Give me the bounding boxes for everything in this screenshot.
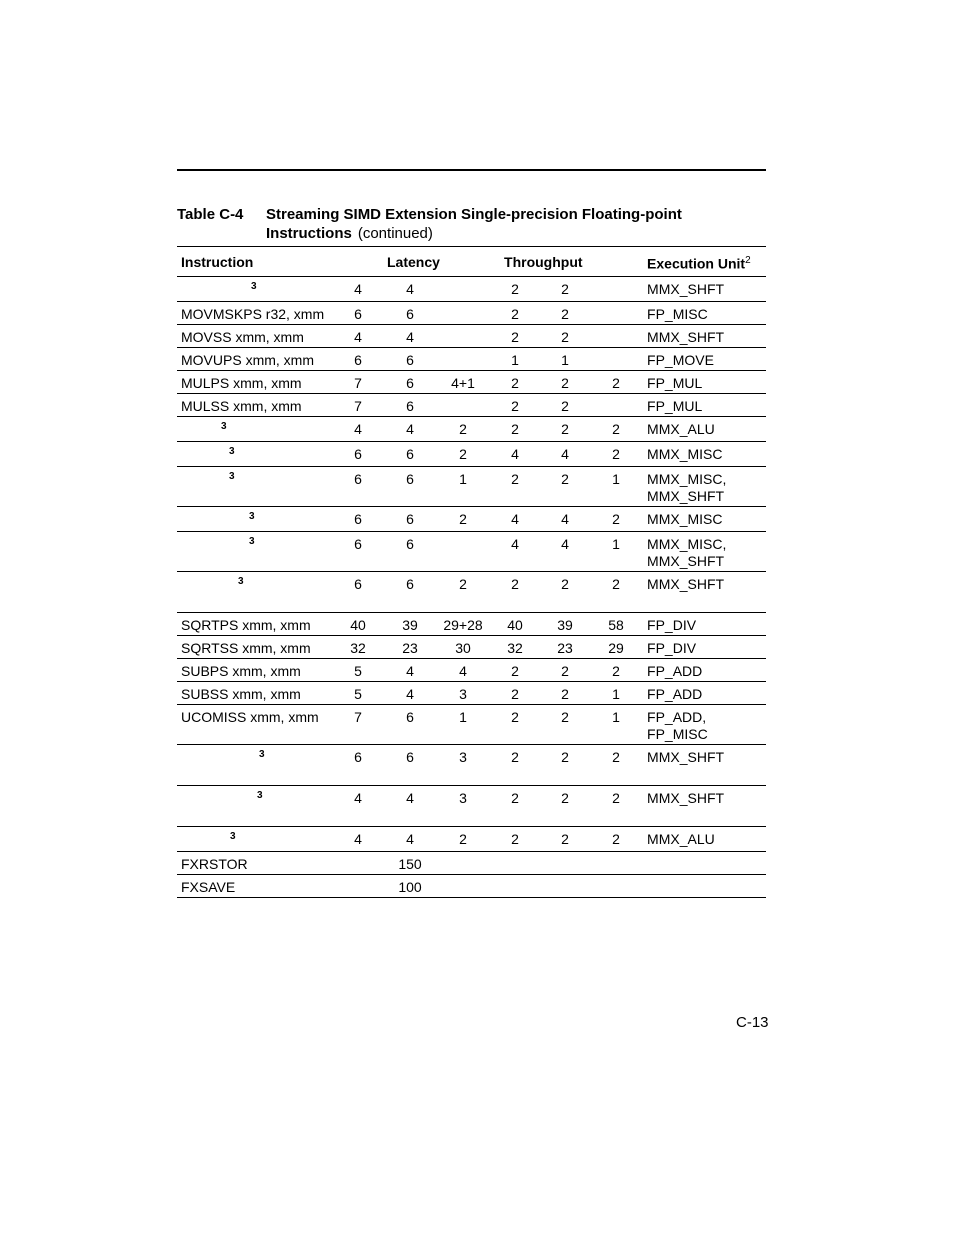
value-cell: 2 xyxy=(612,374,620,391)
footnote-ref: 3 xyxy=(238,575,244,587)
value-cell xyxy=(437,324,489,347)
value-cell: 6 xyxy=(406,374,414,391)
execution-unit-cell xyxy=(643,612,766,635)
table-row xyxy=(177,301,766,324)
instruction-name: MOVSS xmm, xmm xyxy=(181,328,304,345)
value-cell: 2 xyxy=(511,305,519,322)
value-cell: 2 xyxy=(612,662,620,679)
value-cell: 5 xyxy=(354,662,362,679)
value-cell: 1 xyxy=(612,708,620,725)
value-cell: 6 xyxy=(354,510,362,527)
value-cell: 2 xyxy=(511,748,519,765)
value-cell: 6 xyxy=(406,510,414,527)
instruction-name: SUBSS xmm, xmm xyxy=(181,685,301,702)
value-cell xyxy=(541,874,589,897)
value-cell: 2 xyxy=(511,374,519,391)
value-cell: 4 xyxy=(354,280,362,297)
table-row xyxy=(177,635,766,658)
value-cell: 1 xyxy=(612,685,620,702)
value-cell: 2 xyxy=(459,830,467,847)
value-cell: 2 xyxy=(561,420,569,437)
value-cell xyxy=(333,851,383,874)
value-cell: 4 xyxy=(561,445,569,462)
value-cell: 7 xyxy=(354,374,362,391)
value-cell: 2 xyxy=(511,328,519,345)
value-cell: 2 xyxy=(561,328,569,345)
value-cell: 4 xyxy=(406,420,414,437)
value-cell xyxy=(589,301,643,324)
execution-unit: FP_MISC xyxy=(647,725,708,742)
value-cell: 2 xyxy=(561,662,569,679)
execution-unit: FP_ADD xyxy=(647,662,703,679)
value-cell: 6 xyxy=(354,535,362,552)
instruction-cell xyxy=(177,681,333,704)
execution-unit: FP_MISC xyxy=(647,305,708,322)
instruction-cell xyxy=(177,324,333,347)
value-cell: 4+1 xyxy=(451,374,475,391)
instruction-cell xyxy=(177,785,333,826)
value-cell: 6 xyxy=(406,445,414,462)
instruction-cell xyxy=(177,276,333,301)
table-row xyxy=(177,347,766,370)
execution-unit-cell xyxy=(643,874,766,897)
value-cell: 40 xyxy=(507,616,523,633)
value-cell xyxy=(489,874,541,897)
value-cell: 1 xyxy=(459,708,467,725)
value-cell: 2 xyxy=(511,280,519,297)
footnote-ref: 3 xyxy=(249,510,255,522)
execution-unit: FP_ADD, xyxy=(647,708,707,725)
value-cell: 4 xyxy=(511,535,519,552)
value-cell: 2 xyxy=(561,830,569,847)
value-cell xyxy=(437,531,489,571)
table-row xyxy=(177,785,766,826)
execution-unit-cell xyxy=(643,681,766,704)
continued-label: (continued) xyxy=(357,225,433,242)
execution-unit: MMX_SHFT xyxy=(647,575,725,592)
instruction-cell xyxy=(177,416,333,441)
value-cell: 2 xyxy=(459,420,467,437)
value-cell xyxy=(589,393,643,416)
value-cell: 4 xyxy=(406,662,414,679)
instruction-name: MULSS xmm, xmm xyxy=(181,397,302,414)
value-cell: 2 xyxy=(561,280,569,297)
table-row xyxy=(177,851,766,874)
value-cell: 5 xyxy=(354,685,362,702)
value-cell xyxy=(589,347,643,370)
instruction-cell xyxy=(177,466,333,506)
instruction-name: FXSAVE xyxy=(181,878,236,895)
value-cell: 6 xyxy=(406,535,414,552)
value-cell xyxy=(541,851,589,874)
value-cell: 2 xyxy=(459,575,467,592)
execution-unit: FP_ADD xyxy=(647,685,703,702)
footnote-ref: 3 xyxy=(229,445,235,457)
instruction-cell xyxy=(177,658,333,681)
header-latency: Latency xyxy=(387,253,440,270)
instruction-cell xyxy=(177,744,333,785)
instruction-cell xyxy=(177,874,333,897)
value-cell xyxy=(589,874,643,897)
value-cell: 1 xyxy=(612,535,620,552)
value-cell: 2 xyxy=(612,789,620,806)
execution-unit-cell xyxy=(643,393,766,416)
value-cell: 30 xyxy=(455,639,471,656)
value-cell: 2 xyxy=(612,420,620,437)
execution-unit: MMX_SHFT xyxy=(647,280,725,297)
value-cell: 32 xyxy=(507,639,523,656)
table-row xyxy=(177,393,766,416)
value-cell: 6 xyxy=(406,470,414,487)
value-cell: 2 xyxy=(561,708,569,725)
execution-unit: FP_DIV xyxy=(647,639,697,656)
value-cell: 2 xyxy=(612,510,620,527)
value-cell: 6 xyxy=(406,575,414,592)
value-cell: 4 xyxy=(354,789,362,806)
execution-unit: FP_MUL xyxy=(647,374,703,391)
value-cell xyxy=(437,276,489,301)
value-cell: 3 xyxy=(459,748,467,765)
value-cell: 3 xyxy=(459,685,467,702)
value-cell xyxy=(437,851,489,874)
value-cell: 6 xyxy=(406,397,414,414)
instruction-table xyxy=(177,246,766,898)
value-cell xyxy=(333,874,383,897)
execution-unit-cell xyxy=(643,826,766,851)
value-cell: 2 xyxy=(459,510,467,527)
value-cell: 6 xyxy=(354,445,362,462)
value-cell: 2 xyxy=(561,374,569,391)
value-cell: 2 xyxy=(511,397,519,414)
table-row xyxy=(177,466,766,506)
value-cell: 2 xyxy=(612,445,620,462)
value-cell: 1 xyxy=(511,351,519,368)
table-title-line2 xyxy=(266,224,433,243)
value-cell: 2 xyxy=(511,662,519,679)
value-cell: 58 xyxy=(608,616,624,633)
instruction-cell xyxy=(177,635,333,658)
value-cell: 6 xyxy=(406,748,414,765)
value-cell: 4 xyxy=(406,789,414,806)
value-cell: 4 xyxy=(406,328,414,345)
execution-unit: FP_MUL xyxy=(647,397,703,414)
instruction-name: MULPS xmm, xmm xyxy=(181,374,302,391)
value-cell: 4 xyxy=(406,830,414,847)
execution-unit: MMX_SHFT xyxy=(647,748,725,765)
value-cell: 32 xyxy=(350,639,366,656)
value-cell: 2 xyxy=(612,575,620,592)
instruction-cell xyxy=(177,571,333,612)
table-row xyxy=(177,704,766,744)
execution-unit: FP_MOVE xyxy=(647,351,714,368)
table-row xyxy=(177,370,766,393)
execution-unit-cell xyxy=(643,785,766,826)
execution-unit-cell xyxy=(643,744,766,785)
value-cell: 6 xyxy=(406,305,414,322)
value-cell: 39 xyxy=(402,616,418,633)
instruction-cell xyxy=(177,851,333,874)
table-row xyxy=(177,612,766,635)
instruction-name: SUBPS xmm, xmm xyxy=(181,662,301,679)
value-cell xyxy=(489,851,541,874)
table-row xyxy=(177,416,766,441)
table-title-word: Instructions xyxy=(266,225,352,242)
value-cell: 23 xyxy=(557,639,573,656)
value-cell: 2 xyxy=(561,575,569,592)
instruction-cell xyxy=(177,612,333,635)
value-cell: 3 xyxy=(459,789,467,806)
page-number: C-13 xyxy=(736,1014,769,1031)
instruction-cell xyxy=(177,393,333,416)
value-cell: 2 xyxy=(561,748,569,765)
execution-unit-cell xyxy=(643,658,766,681)
value-cell xyxy=(589,324,643,347)
value-cell: 40 xyxy=(350,616,366,633)
value-cell: 1 xyxy=(561,351,569,368)
header-execution-unit xyxy=(643,247,766,277)
top-rule xyxy=(177,169,766,171)
table-title: Streaming SIMD Extension Single-precision Floating-point xyxy=(266,206,682,223)
instruction-name: SQRTSS xmm, xmm xyxy=(181,639,311,656)
value-cell: 2 xyxy=(511,685,519,702)
value-cell: 4 xyxy=(354,420,362,437)
footnote-ref: 3 xyxy=(221,420,227,432)
header-instruction: Instruction xyxy=(181,253,254,270)
value-cell: 2 xyxy=(561,305,569,322)
value-cell: 6 xyxy=(354,305,362,322)
value-cell: 6 xyxy=(354,470,362,487)
footnote-ref: 3 xyxy=(230,830,236,842)
header-execution-unit-label: Execution Unit xyxy=(647,255,746,272)
value-cell: 4 xyxy=(406,685,414,702)
value-cell: 2 xyxy=(561,470,569,487)
value-cell: 2 xyxy=(511,789,519,806)
table-row xyxy=(177,658,766,681)
table-row xyxy=(177,324,766,347)
execution-unit-cell xyxy=(643,851,766,874)
value-cell: 29 xyxy=(608,639,624,656)
execution-unit: MMX_MISC xyxy=(647,445,723,462)
value-cell xyxy=(437,874,489,897)
value-cell: 2 xyxy=(459,445,467,462)
instruction-cell xyxy=(177,531,333,571)
footnote-ref: 3 xyxy=(249,535,255,547)
execution-unit: MMX_MISC, xyxy=(647,470,727,487)
value-cell xyxy=(437,347,489,370)
value-cell: 2 xyxy=(561,397,569,414)
table-row xyxy=(177,681,766,704)
instruction-name: UCOMISS xmm, xmm xyxy=(181,708,319,725)
execution-unit-cell xyxy=(643,441,766,466)
instruction-name: MOVMSKPS r32, xmm xyxy=(181,305,325,322)
value-cell: 6 xyxy=(354,748,362,765)
instruction-cell xyxy=(177,506,333,531)
instruction-name: FXRSTOR xyxy=(181,855,248,872)
instruction-name: SQRTPS xmm, xmm xyxy=(181,616,311,633)
value-cell: 29+28 xyxy=(443,616,483,633)
execution-unit: MMX_ALU xyxy=(647,830,715,847)
execution-unit-cell xyxy=(643,347,766,370)
instruction-cell xyxy=(177,347,333,370)
value-cell: 2 xyxy=(511,420,519,437)
value-cell: 2 xyxy=(511,830,519,847)
execution-unit-cell xyxy=(643,301,766,324)
execution-unit: MMX_MISC, xyxy=(647,535,727,552)
table-row xyxy=(177,826,766,851)
value-cell: 4 xyxy=(459,662,467,679)
footnote-ref: 3 xyxy=(257,789,263,801)
value-cell xyxy=(437,393,489,416)
value-cell: 2 xyxy=(561,789,569,806)
value-cell: 39 xyxy=(557,616,573,633)
table-body xyxy=(177,276,766,897)
instruction-name: MOVUPS xmm, xmm xyxy=(181,351,314,368)
instruction-cell xyxy=(177,370,333,393)
execution-unit-cell xyxy=(643,276,766,301)
table-row xyxy=(177,441,766,466)
table-row xyxy=(177,744,766,785)
execution-unit-cell xyxy=(643,466,766,506)
execution-unit-cell xyxy=(643,506,766,531)
execution-unit: FP_DIV xyxy=(647,616,697,633)
table-header-row xyxy=(177,247,766,277)
instruction-cell xyxy=(177,301,333,324)
value-cell: 6 xyxy=(406,708,414,725)
table-row xyxy=(177,874,766,897)
header-throughput: Throughput xyxy=(504,253,583,270)
table-row xyxy=(177,276,766,301)
value-cell: 2 xyxy=(612,748,620,765)
value-cell: 1 xyxy=(612,470,620,487)
value-cell: 23 xyxy=(402,639,418,656)
value-cell: 2 xyxy=(511,575,519,592)
value-cell: 4 xyxy=(561,510,569,527)
value-cell: 100 xyxy=(398,878,422,895)
value-cell xyxy=(437,301,489,324)
value-cell: 4 xyxy=(354,830,362,847)
execution-unit: MMX_SHFT xyxy=(647,487,725,504)
value-cell: 4 xyxy=(511,510,519,527)
execution-unit-cell xyxy=(643,370,766,393)
value-cell: 4 xyxy=(561,535,569,552)
value-cell: 4 xyxy=(511,445,519,462)
value-cell: 2 xyxy=(511,708,519,725)
execution-unit-cell xyxy=(643,416,766,441)
value-cell: 6 xyxy=(354,351,362,368)
value-cell: 2 xyxy=(561,685,569,702)
execution-unit-cell xyxy=(643,635,766,658)
execution-unit-cell xyxy=(643,704,766,744)
execution-unit-cell xyxy=(643,324,766,347)
value-cell: 1 xyxy=(459,470,467,487)
execution-unit: MMX_MISC xyxy=(647,510,723,527)
execution-unit: MMX_ALU xyxy=(647,420,715,437)
value-cell: 4 xyxy=(406,280,414,297)
execution-unit-cell xyxy=(643,571,766,612)
value-cell: 4 xyxy=(354,328,362,345)
execution-unit-cell xyxy=(643,531,766,571)
value-cell xyxy=(589,276,643,301)
execution-unit: MMX_SHFT xyxy=(647,552,725,569)
table-row xyxy=(177,531,766,571)
table-row xyxy=(177,571,766,612)
footnote-ref: 3 xyxy=(229,470,235,482)
value-cell: 6 xyxy=(354,575,362,592)
footnote-ref: 3 xyxy=(259,748,265,760)
table-label: Table C-4 xyxy=(177,206,244,223)
instruction-cell xyxy=(177,826,333,851)
value-cell: 7 xyxy=(354,397,362,414)
value-cell: 7 xyxy=(354,708,362,725)
table-row xyxy=(177,506,766,531)
instruction-cell xyxy=(177,704,333,744)
value-cell xyxy=(589,851,643,874)
value-cell: 2 xyxy=(511,470,519,487)
execution-unit: MMX_SHFT xyxy=(647,789,725,806)
footnote-ref: 2 xyxy=(745,255,751,266)
value-cell: 2 xyxy=(612,830,620,847)
value-cell: 6 xyxy=(406,351,414,368)
footnote-ref: 3 xyxy=(251,280,257,292)
value-cell: 150 xyxy=(398,855,422,872)
execution-unit: MMX_SHFT xyxy=(647,328,725,345)
instruction-cell xyxy=(177,441,333,466)
